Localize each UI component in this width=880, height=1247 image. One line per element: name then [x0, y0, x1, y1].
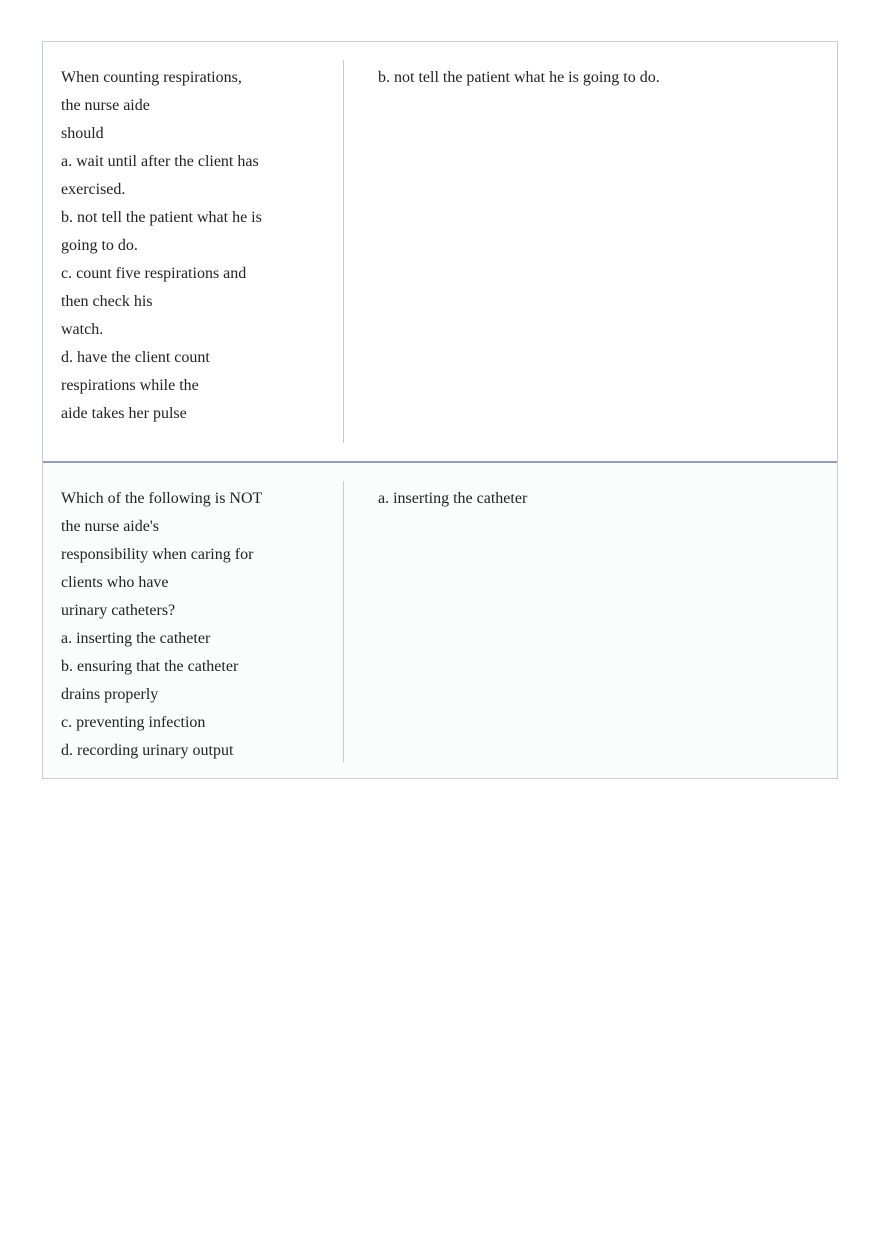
- card-definition: b. not tell the patient what he is going to do.: [378, 69, 660, 86]
- term-line: When counting respirations,: [61, 69, 242, 86]
- term-line: the nurse aide: [61, 97, 150, 114]
- term-line: b. not tell the patient what he is: [61, 209, 262, 226]
- term-line: b. ensuring that the catheter: [61, 658, 239, 675]
- flashcard: [43, 463, 837, 778]
- card-definition: a. inserting the catheter: [378, 490, 528, 507]
- term-line: exercised.: [61, 181, 126, 198]
- term-line: then check his: [61, 293, 153, 310]
- card-divider: [343, 481, 344, 762]
- term-line: responsibility when caring for: [61, 546, 254, 563]
- flashcard-list: [42, 41, 838, 779]
- term-line: d. recording urinary output: [61, 742, 234, 759]
- card-divider: [343, 60, 344, 443]
- flashcard: [43, 42, 837, 463]
- term-line: a. wait until after the client has: [61, 153, 259, 170]
- term-line: urinary catheters?: [61, 602, 176, 619]
- term-line: Which of the following is NOT: [61, 490, 263, 507]
- term-line: going to do.: [61, 237, 138, 254]
- term-line: clients who have: [61, 574, 169, 591]
- term-line: respirations while the: [61, 377, 199, 394]
- term-line: drains properly: [61, 686, 159, 703]
- term-line: c. preventing infection: [61, 714, 206, 731]
- term-line: watch.: [61, 321, 104, 338]
- card-term: [61, 485, 291, 765]
- card-term: [61, 64, 291, 428]
- term-line: a. inserting the catheter: [61, 630, 211, 647]
- term-line: d. have the client count: [61, 349, 210, 366]
- term-line: aide takes her pulse: [61, 405, 187, 422]
- term-line: should: [61, 125, 104, 142]
- term-line: c. count five respirations and: [61, 265, 247, 282]
- term-line: the nurse aide's: [61, 518, 159, 535]
